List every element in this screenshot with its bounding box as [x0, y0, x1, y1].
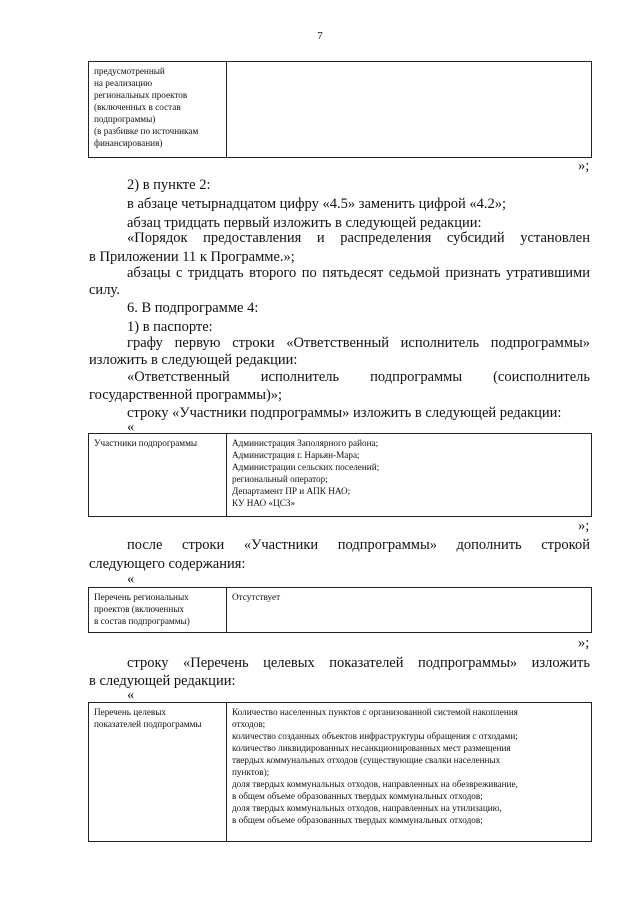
opening-quote: «: [127, 571, 135, 587]
opening-quote: «: [127, 419, 135, 435]
paragraph: абзацы с тридцать второго по пятьдесят седьмой признать утратившими: [127, 265, 590, 281]
closing-quote: »;: [578, 635, 590, 651]
paragraph: 1) в паспорте:: [127, 319, 213, 335]
table-participants-left-cell: Участники подпрограммы: [89, 434, 227, 517]
cell-line: Администрация г. Нарьян-Мара;: [232, 450, 360, 460]
paragraph: строку «Перечень целевых показателей подпрограммы» изложить: [127, 655, 590, 671]
cell-line: количество созданных объектов инфраструктуры обращения с отходами;: [232, 731, 518, 741]
table-participants: [88, 433, 592, 517]
table-top-left-cell: [89, 62, 227, 158]
table-indicators-left-cell: [89, 703, 227, 842]
table-indicators-right-cell: [227, 703, 592, 842]
page-number: 7: [317, 30, 323, 42]
paragraph: следующего содержания:: [89, 556, 246, 572]
table-regional-right-cell: Отсутствует: [227, 588, 592, 633]
cell-line: предусмотренный: [94, 66, 165, 76]
cell-line: показателей подпрограммы: [94, 719, 202, 729]
paragraph: абзац тридцать первый изложить в следующей редакции:: [127, 215, 482, 231]
cell-line: региональных проектов: [94, 90, 188, 100]
table-top-right-cell: [227, 62, 592, 158]
paragraph: «Ответственный исполнитель подпрограммы (соисполнитель: [127, 369, 590, 385]
cell-line: количество ликвидированных несанкционированных мест размещения: [232, 743, 511, 753]
paragraph: в абзаце четырнадцатом цифру «4.5» заменить цифрой «4.2»;: [127, 196, 507, 212]
paragraph: изложить в следующей редакции:: [89, 352, 298, 368]
paragraph: силу.: [89, 282, 120, 298]
cell-line: Количество населенных пунктов с организованной системой накопления: [232, 707, 518, 717]
table-top-continuation: [88, 61, 592, 158]
cell-line: (в разбивке по источникам: [94, 126, 199, 136]
cell-line: в общем объеме образованных твердых коммунальных отходов;: [232, 815, 483, 825]
cell-line: финансирования): [94, 138, 163, 148]
table-regional-projects: [88, 587, 592, 633]
paragraph: графу первую строки «Ответственный исполнитель подпрограммы»: [127, 335, 590, 351]
paragraph: 6. В подпрограмме 4:: [127, 300, 259, 316]
cell-line: доля твердых коммунальных отходов, направленных на утилизацию,: [232, 803, 502, 813]
cell-line: (включенных в состав: [94, 102, 181, 112]
paragraph: 2) в пункте 2:: [127, 177, 211, 193]
paragraph: после строки «Участники подпрограммы» дополнить строкой: [127, 537, 590, 553]
cell-line: Перечень региональных: [94, 592, 189, 602]
cell-line: проектов (включенных: [94, 604, 185, 614]
cell-line: на реализацию: [94, 78, 153, 88]
paragraph: строку «Участники подпрограммы» изложить в следующей редакции:: [127, 405, 562, 421]
table-target-indicators: [88, 702, 592, 842]
cell-line: пунктов);: [232, 767, 270, 777]
opening-quote: «: [127, 687, 135, 703]
cell-line: Департамент ПР и АПК НАО;: [232, 486, 351, 496]
paragraph: в следующей редакции:: [89, 673, 236, 689]
cell-line: доля твердых коммунальных отходов, направленных на обезвреживание,: [232, 779, 518, 789]
closing-quote: »;: [578, 158, 590, 174]
paragraph: в Приложении 11 к Программе.»;: [89, 249, 295, 265]
cell-line: Администрации сельских поселений;: [232, 462, 380, 472]
closing-quote: »;: [578, 518, 590, 534]
cell-line: Перечень целевых: [94, 707, 167, 717]
cell-line: отходов;: [232, 719, 266, 729]
table-regional-left-cell: [89, 588, 227, 633]
paragraph: «Порядок предоставления и распределения субсидий установлен: [127, 230, 590, 246]
cell-line: подпрограммы): [94, 114, 156, 124]
table-participants-right-cell: [227, 434, 592, 517]
cell-line: КУ НАО «ЦСЗ»: [232, 498, 296, 508]
cell-line: в состав подпрограммы): [94, 616, 190, 626]
cell-line: твердых коммунальных отходов (существующие свалки населенных: [232, 755, 501, 765]
paragraph: государственной программы)»;: [89, 387, 283, 403]
cell-line: Администрация Заполярного района;: [232, 438, 379, 448]
cell-line: региональный оператор;: [232, 474, 328, 484]
cell-line: в общем объеме образованных твердых коммунальных отходов;: [232, 791, 483, 801]
